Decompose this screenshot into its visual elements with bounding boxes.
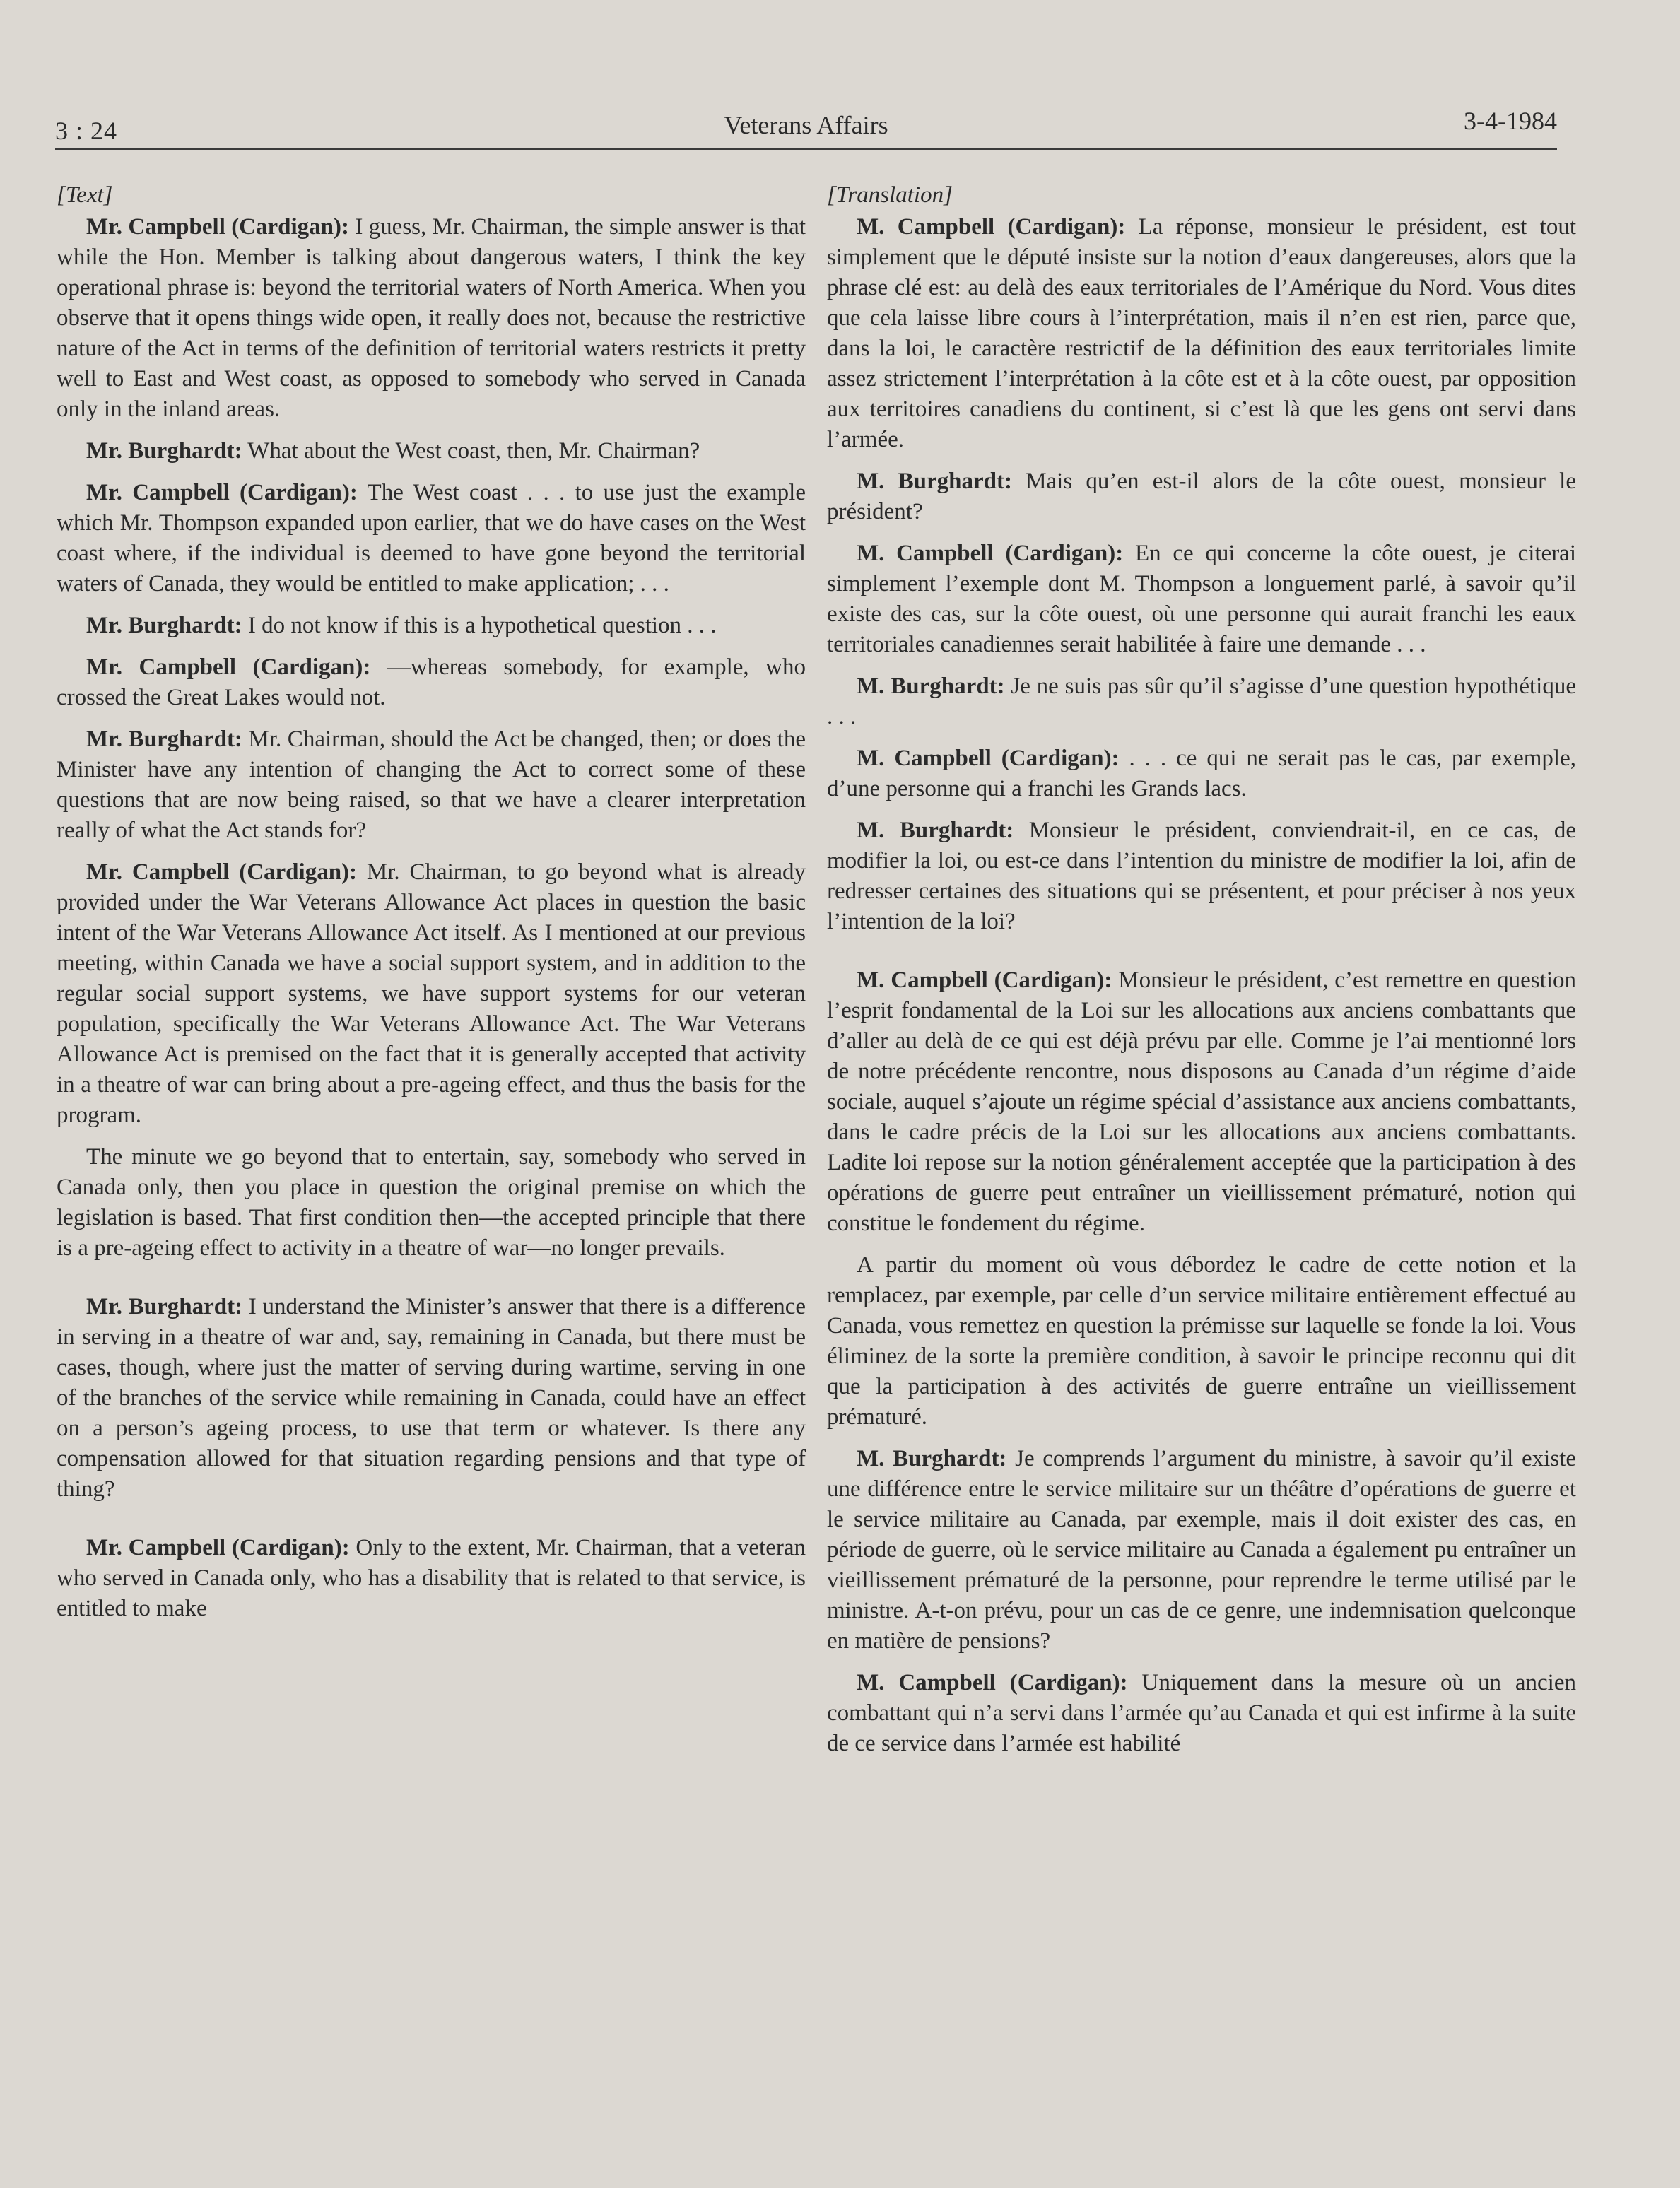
paragraph	[57, 611, 806, 641]
paragraph	[827, 965, 1576, 1239]
speaker: Mr. Burghardt:	[86, 1294, 243, 1319]
paragraph-text: Monsieur le président, c’est remettre en question l’esprit fondamental de la Loi sur les allocations aux anciens combattants que d’aller au delà de ce qui est déjà prévu par elle. Comme je l’ai mentionné lors de notre précédente rencontre, nous disposons au Canada d’un régime d’aide sociale, auquel s’ajoute un régime spécial d’assistance aux anciens combattants, dans le cadre précis de la Loi sur les allocations aux anciens combattants. Ladite loi repose sur la notion généralement acceptée que la participation à des opérations de guerre peut entraîner un vieillissement prématuré, notion qui constitue le fondement du régime.	[827, 967, 1576, 1236]
speaker: Mr. Burghardt:	[86, 438, 242, 464]
paragraph	[57, 1292, 806, 1505]
speaker: Mr. Campbell (Cardigan):	[86, 859, 358, 885]
speaker: M. Campbell (Cardigan):	[857, 214, 1126, 240]
paragraph	[827, 1444, 1576, 1657]
paragraph-text: Only to the extent, Mr. Chairman, that a veteran who served in Canada only, who has a disability that is related to that service, is entitled to make	[57, 1535, 806, 1621]
english-column	[57, 180, 806, 1635]
paragraph	[57, 478, 806, 599]
page-number: 3 : 24	[55, 117, 118, 145]
paragraph	[57, 1533, 806, 1624]
paragraph-text: Uniquement dans la mesure où un ancien combattant qui n’a servi dans l’armée qu’au Canada et qui est infirme à la suite de ce service dans l’armée est habilité	[827, 1670, 1576, 1756]
paragraph	[57, 857, 806, 1131]
paragraph	[57, 436, 806, 466]
paragraph-text: What about the West coast, then, Mr. Chairman?	[242, 438, 700, 464]
speaker: Mr. Campbell (Cardigan):	[86, 214, 350, 240]
paragraph-text: Je ne suis pas sûr qu’il s’agisse d’une question hypothétique . . .	[827, 674, 1576, 729]
speaker: M. Campbell (Cardigan):	[857, 541, 1124, 566]
paragraph	[827, 816, 1576, 937]
paragraph-text: . . . ce qui ne serait pas le cas, par exemple, d’une personne qui a franchi les Grands lacs.	[827, 746, 1576, 801]
paragraph	[827, 539, 1576, 660]
speaker: M. Burghardt:	[857, 818, 1014, 843]
speaker: M. Campbell (Cardigan):	[857, 746, 1120, 771]
paragraph-text: La réponse, monsieur le président, est tout simplement que le député insiste sur la notion d’eaux dangereuses, alors que la phrase clé est: au delà des eaux territoriales de l’Amérique du Nord. Vous dites que cela laisse libre cours à l’interprétation, mais il n’en est rien, parce que, dans la loi, le caractère restrictif de la définition des eaux territoriales limite assez strictement l’interprétation à la côte est et à la côte ouest, par opposition aux territoires canadiens du continent, si c’est là que les gens ont servi dans l’armée.	[827, 214, 1576, 452]
paragraph	[827, 1250, 1576, 1433]
paragraph	[57, 212, 806, 425]
paragraph-text: Mr. Chairman, to go beyond what is already provided under the War Veterans Allowance Act places in question the basic intent of the War Veterans Allowance Act itself. As I mentioned at our previous meeting, within Canada we have a social support system, and in addition to the regular social support systems, we have support systems for our veteran population, specifically the War Veterans Allowance Act. The War Veterans Allowance Act is premised on the fact that it is generally accepted that activity in a theatre of war can bring about a pre-ageing effect, and thus the basis for the program.	[57, 859, 806, 1128]
speaker: Mr. Burghardt:	[86, 613, 242, 638]
paragraph-text: The West coast . . . to use just the example which Mr. Thompson expanded upon earlier, that we do have cases on the West coast where, if the individual is deemed to have gone beyond the territorial waters of Canada, they would be entitled to make application; . . .	[57, 480, 806, 596]
paragraph-text: Mr. Chairman, should the Act be changed, then; or does the Minister have any intention of changing the Act to correct some of these questions that are now being raised, so that we have a clearer interpretation really of what the Act stands for?	[57, 727, 806, 843]
speaker: M. Burghardt:	[857, 674, 1005, 699]
paragraph-text: En ce qui concerne la côte ouest, je citerai simplement l’exemple dont M. Thompson a longuement parlé, à savoir qu’il existe des cas, sur la côte ouest, où une personne qui aurait franchi les eaux territoriales canadiennes serait habilitée à faire une demande . . .	[827, 541, 1577, 657]
paragraph	[827, 671, 1576, 732]
paragraph-text: The minute we go beyond that to entertain, say, somebody who served in Canada only, then you place in question the original premise on which the legislation is based. That first condition then—the accepted principle that there is a pre-ageing effect to activity in a theatre of war—no longer prevails.	[57, 1144, 806, 1261]
speaker: M. Burghardt:	[857, 469, 1012, 494]
page-date: 3-4-1984	[1464, 107, 1557, 135]
speaker: M. Campbell (Cardigan):	[857, 967, 1112, 993]
speaker: Mr. Campbell (Cardigan):	[86, 654, 371, 680]
column-label: [Text]	[57, 182, 113, 208]
paragraph-text: I guess, Mr. Chairman, the simple answer is that while the Hon. Member is talking about dangerous waters, I think the key operational phrase is: beyond the territorial waters of North America. When you observe that it opens things wide open, it really does not, because the restrictive nature of the Act in terms of the definition of territorial waters restricts it pretty well to East and West coast, as opposed to somebody who served in Canada only in the inland areas.	[57, 214, 806, 422]
paragraph-text: I understand the Minister’s answer that there is a difference in serving in a theatre of war and, say, remaining in Canada, but there must be cases, though, where just the matter of serving during wartime, serving in one of the branches of the service while remaining in Canada, could have an effect on a person’s ageing process, to use that term or whatever. Is there any compensation allowed for that situation regarding pensions and that type of thing?	[57, 1294, 806, 1502]
speaker: Mr. Campbell (Cardigan):	[86, 480, 358, 505]
paragraph	[827, 466, 1576, 527]
speaker: M. Burghardt:	[857, 1446, 1007, 1471]
french-column	[827, 180, 1576, 1770]
paragraph-text: Mais qu’en est-il alors de la côte ouest, monsieur le président?	[827, 469, 1576, 524]
page-title: Veterans Affairs	[724, 111, 888, 139]
paragraph	[827, 212, 1576, 455]
paragraph	[57, 652, 806, 713]
paragraph-text: —whereas somebody, for example, who crossed the Great Lakes would not.	[57, 654, 806, 710]
page-header	[55, 106, 1557, 150]
paragraph-text: A partir du moment où vous débordez le cadre de cette notion et la remplacez, par exemple, par celle d’un service militaire entièrement effectué au Canada, vous remettez en question la prémisse sur laquelle se fonde la loi. Vous éliminez de la sorte la première condition, à savoir le principe reconnu qui dit que la participation à des activités de guerre entraîne un vieillissement prématuré.	[827, 1252, 1576, 1430]
speaker: Mr. Burghardt:	[86, 727, 242, 752]
speaker: M. Campbell (Cardigan):	[857, 1670, 1128, 1695]
column-label: [Translation]	[827, 182, 953, 208]
paragraph	[827, 743, 1576, 804]
paragraph	[57, 724, 806, 846]
paragraph-text: I do not know if this is a hypothetical question . . .	[242, 613, 717, 638]
paragraph-text: Je comprends l’argument du ministre, à savoir qu’il existe une différence entre le service militaire sur un théâtre d’opérations de guerre et le service militaire au Canada, par exemple, mais il doit exister des cas, en période de guerre, où le service militaire au Canada a également pu entraîner un vieillissement prématuré de la personne, pour reprendre le terme utilisé par le ministre. A-t-on prévu, pour un cas de ce genre, une indemnisation quelconque en matière de pensions?	[827, 1446, 1576, 1654]
speaker: Mr. Campbell (Cardigan):	[86, 1535, 350, 1560]
paragraph	[827, 1668, 1576, 1759]
paragraph-text: Monsieur le président, conviendrait-il, en ce cas, de modifier la loi, ou est-ce dans l’intention du ministre de modifier la loi, afin de redresser certaines des situations qui se présentent, et pour préciser à nos yeux l’intention de la loi?	[827, 818, 1576, 934]
paragraph	[57, 1142, 806, 1264]
